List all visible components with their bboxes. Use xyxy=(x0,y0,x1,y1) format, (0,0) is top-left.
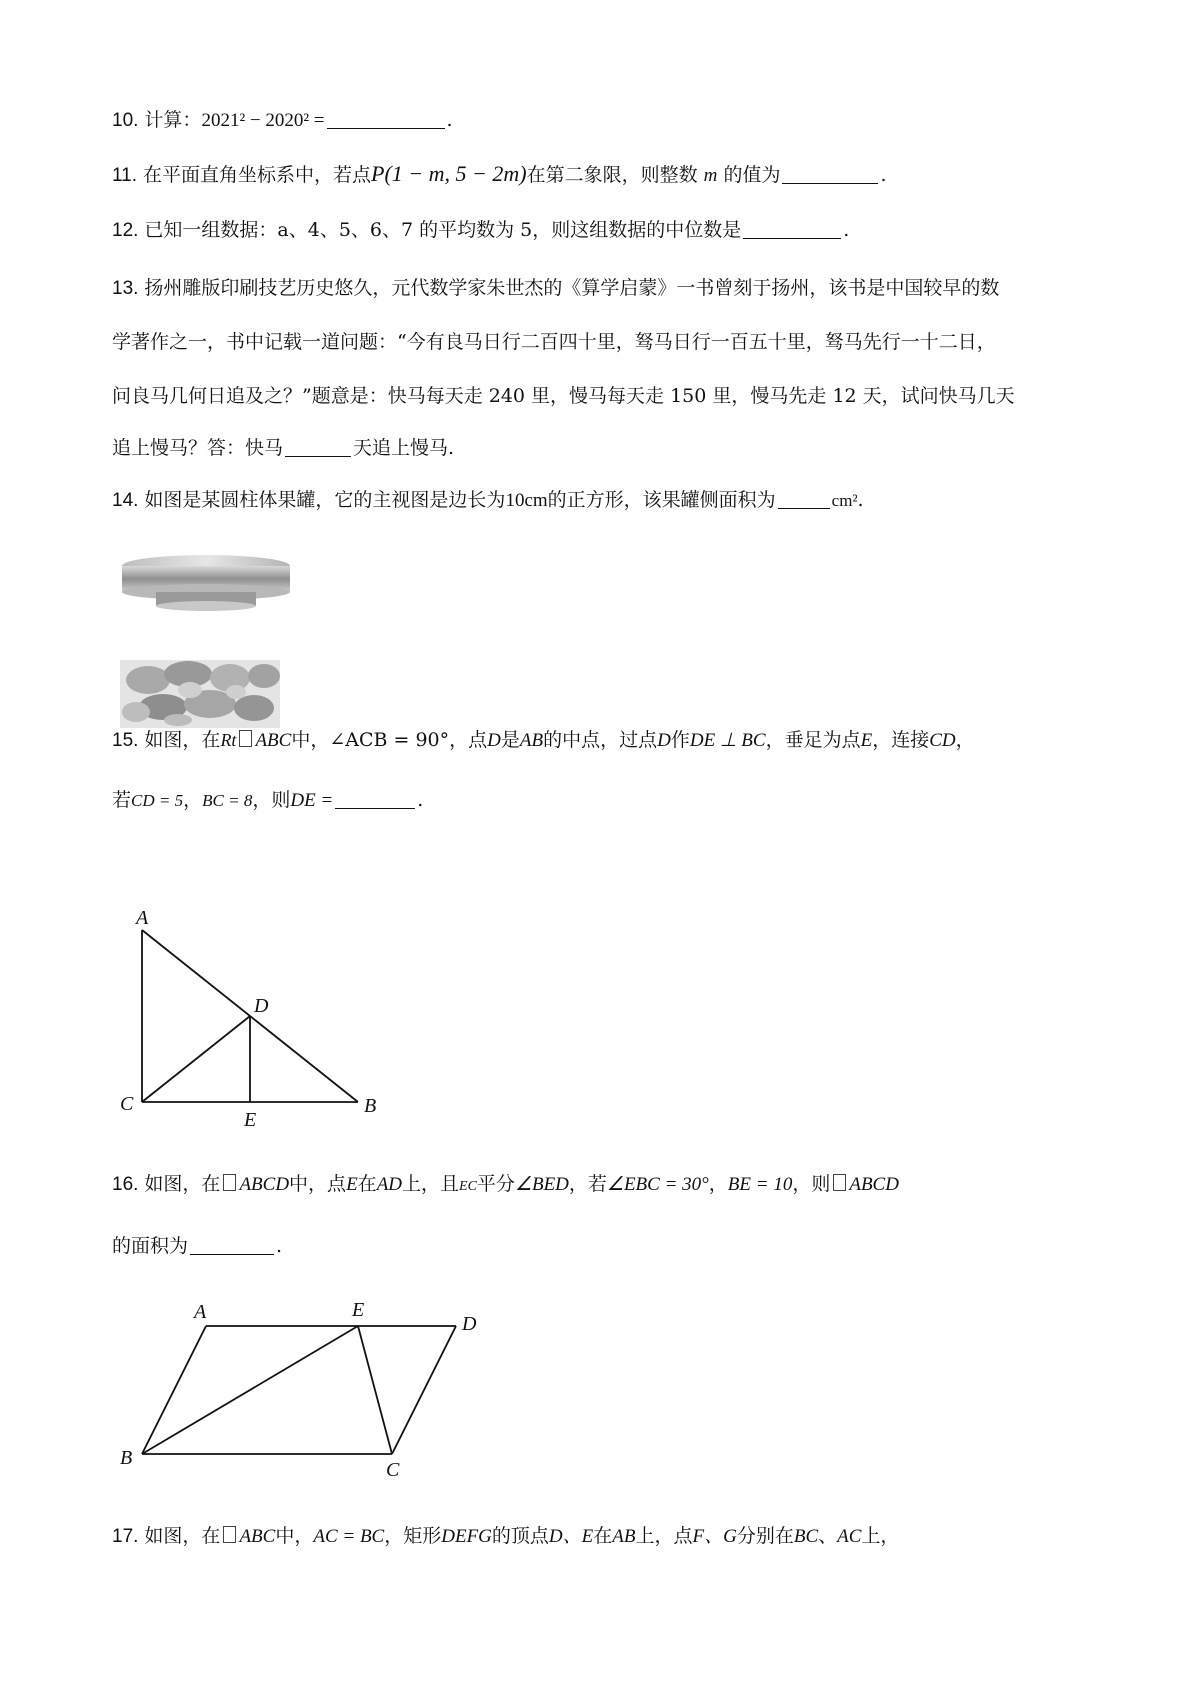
question-text: ，连接 xyxy=(872,729,930,751)
condition-ac-bc: AC = BC xyxy=(313,1526,385,1547)
question-16 xyxy=(112,1170,1102,1201)
question-line: 扬州雕版印刷技艺历史悠久，元代数学家朱世杰的《算学启蒙》一书曾刻于扬州，该书是中国较早的数 xyxy=(144,277,1000,299)
end-period: . xyxy=(843,219,850,241)
question-text: 的面积为 xyxy=(112,1235,189,1257)
question-text: 是 xyxy=(500,729,520,751)
question-text: 在平面直角坐标系中，若点 xyxy=(143,164,372,186)
segment-ad: AD xyxy=(376,1174,403,1195)
question-number: 10. xyxy=(112,110,139,131)
answer-blank xyxy=(335,788,415,809)
segment-ec xyxy=(358,1326,392,1454)
question-text: 天追上慢马. xyxy=(353,437,455,459)
rectangle-name: DEFG xyxy=(441,1526,492,1547)
answer-blank xyxy=(285,436,351,457)
points-de: D、E xyxy=(548,1526,594,1547)
ask-expression: DE = xyxy=(290,790,334,811)
question-number: 16. xyxy=(112,1174,139,1195)
question-text: 作 xyxy=(670,729,690,751)
length-value: 10cm xyxy=(505,490,548,511)
question-11 xyxy=(112,160,1102,190)
point-e: E xyxy=(346,1174,358,1195)
question-17 xyxy=(112,1522,1102,1551)
segment-ec: EC xyxy=(459,1179,477,1194)
fruit-jar-image xyxy=(118,552,293,730)
vertex-label-e: E xyxy=(244,1109,257,1130)
question-text: ，矩形 xyxy=(384,1525,442,1547)
question-text: 中，∠ACB = 90°，点 xyxy=(291,729,488,751)
vertex-label-e: E xyxy=(352,1299,365,1321)
jar-lid xyxy=(122,555,290,611)
point-d: D xyxy=(657,730,671,751)
parallelogram-figure-16 xyxy=(112,1290,492,1480)
point-d: D xyxy=(487,730,501,751)
separator: ， xyxy=(183,789,203,811)
end-period: . xyxy=(417,789,424,811)
triangle-name: ABC xyxy=(255,730,292,751)
math-expression: 2021² − 2020² = xyxy=(201,110,325,131)
condition-bc: BC = 8 xyxy=(202,791,253,810)
vertex-label-d: D xyxy=(462,1313,477,1335)
answer-blank xyxy=(743,218,841,239)
question-text: 的顶点 xyxy=(491,1525,549,1547)
point-expression: P(1 − m, 5 − 2m) xyxy=(371,161,527,186)
segment-cd: CD xyxy=(929,730,956,751)
question-prefix: 计算： xyxy=(144,109,202,131)
question-text: ， xyxy=(955,729,975,751)
question-13-line-4 xyxy=(112,434,1102,462)
vertex-label-b: B xyxy=(364,1095,377,1117)
question-text: 的值为 xyxy=(723,164,781,186)
parallelogram-name: ABCD xyxy=(239,1174,290,1195)
condition-cd: CD = 5 xyxy=(131,791,184,810)
unit: cm² xyxy=(831,491,858,510)
question-16-line-2 xyxy=(112,1232,1102,1260)
answer-blank xyxy=(782,163,878,184)
question-text: 上，点 xyxy=(635,1525,693,1547)
question-13-line-2: 学著作之一，书中记载一道问题：“今有良马日行二百四十里，驽马日行一百五十里，驽马先行一十二日， xyxy=(112,331,996,353)
question-number: 13. xyxy=(112,278,139,299)
question-number: 17. xyxy=(112,1526,139,1547)
condition-angle: ∠EBC = 30° xyxy=(606,1174,709,1195)
question-number: 15. xyxy=(112,730,139,751)
parallelogram-symbol xyxy=(223,1174,236,1191)
triangle-symbol xyxy=(239,730,252,747)
jar-body xyxy=(120,660,280,728)
question-number: 14. xyxy=(112,490,139,511)
end-period: . xyxy=(276,1235,283,1257)
end-period: . xyxy=(857,489,864,511)
rt-label: Rt xyxy=(220,730,237,750)
question-text: 的正方形，该果罐侧面积为 xyxy=(547,489,776,511)
angle-bed: ∠BED xyxy=(514,1174,569,1195)
segment-bc: BC xyxy=(793,1526,819,1547)
question-text: ，若 xyxy=(568,1173,607,1195)
answer-blank xyxy=(190,1234,274,1255)
parallelogram-symbol xyxy=(833,1174,846,1191)
vertex-label-b: B xyxy=(120,1447,133,1469)
question-text: 上， xyxy=(861,1525,900,1547)
question-number: 11. xyxy=(112,165,138,186)
question-text: 追上慢马？答：快马 xyxy=(112,437,284,459)
vertex-label-a: A xyxy=(136,908,149,929)
question-text: ， xyxy=(708,1173,728,1195)
variable: m xyxy=(703,165,718,186)
question-text: 在 xyxy=(593,1525,613,1547)
question-10 xyxy=(112,106,1102,135)
question-text: 分别在 xyxy=(736,1525,794,1547)
question-13 xyxy=(112,274,1102,303)
vertex-label-d: D xyxy=(254,995,269,1017)
question-text: 在 xyxy=(357,1173,377,1195)
vertex-label-c: C xyxy=(120,1093,134,1115)
parallelogram-name: ABCD xyxy=(849,1174,899,1195)
triangle-figure-15 xyxy=(112,908,392,1130)
end-period: . xyxy=(880,164,887,186)
question-text: 在第二象限，则整数 xyxy=(526,164,698,186)
question-14 xyxy=(112,486,1102,515)
answer-blank xyxy=(327,108,445,129)
segment-cd xyxy=(142,1016,250,1102)
segment-ab: AB xyxy=(519,730,544,751)
answer-blank xyxy=(778,488,830,509)
question-text: 中，点 xyxy=(289,1173,347,1195)
question-13-line-3: 问良马几何日追及之？”题意是：快马每天走 240 里，慢马每天走 150 里，慢马先走 12 天，试问快马几天 xyxy=(112,385,1015,407)
question-text: 的中点，过点 xyxy=(543,729,658,751)
question-text: ，则 xyxy=(792,1173,831,1195)
question-text: 上，且 xyxy=(402,1173,460,1195)
question-15 xyxy=(112,726,1102,755)
question-text: ，则 xyxy=(252,789,291,811)
perpendicular-expression: DE ⊥ BC xyxy=(689,730,766,751)
vertex-label-a: A xyxy=(194,1301,207,1323)
condition-be: BE = 10 xyxy=(727,1174,793,1195)
question-12 xyxy=(112,216,1102,245)
question-text: 如图，在 xyxy=(144,729,221,751)
segment-dc xyxy=(392,1326,456,1454)
triangle-symbol xyxy=(223,1526,236,1543)
points-fg: F、G xyxy=(692,1526,737,1547)
question-text: 如图，在 xyxy=(144,1525,221,1547)
end-period: . xyxy=(446,109,453,131)
question-number: 12. xyxy=(112,220,139,241)
segment-ab: AB xyxy=(612,1526,636,1547)
point-e: E xyxy=(860,730,873,751)
question-text: 已知一组数据：a、4、5、6、7 的平均数为 5，则这组数据的中位数是 xyxy=(144,219,742,241)
question-text: 平分 xyxy=(476,1173,515,1195)
question-text: 、 xyxy=(818,1525,838,1547)
segment-ac: AC xyxy=(837,1526,862,1547)
vertex-label-c: C xyxy=(386,1459,400,1480)
question-text: 如图，在 xyxy=(144,1173,221,1195)
question-text: 中， xyxy=(275,1525,314,1547)
question-text: 如图是某圆柱体果罐，它的主视图是边长为 xyxy=(144,489,506,511)
question-text: 若 xyxy=(112,789,132,811)
triangle-name: ABC xyxy=(239,1526,276,1547)
question-15-line-2 xyxy=(112,786,1102,815)
question-text: ，垂足为点 xyxy=(765,729,861,751)
